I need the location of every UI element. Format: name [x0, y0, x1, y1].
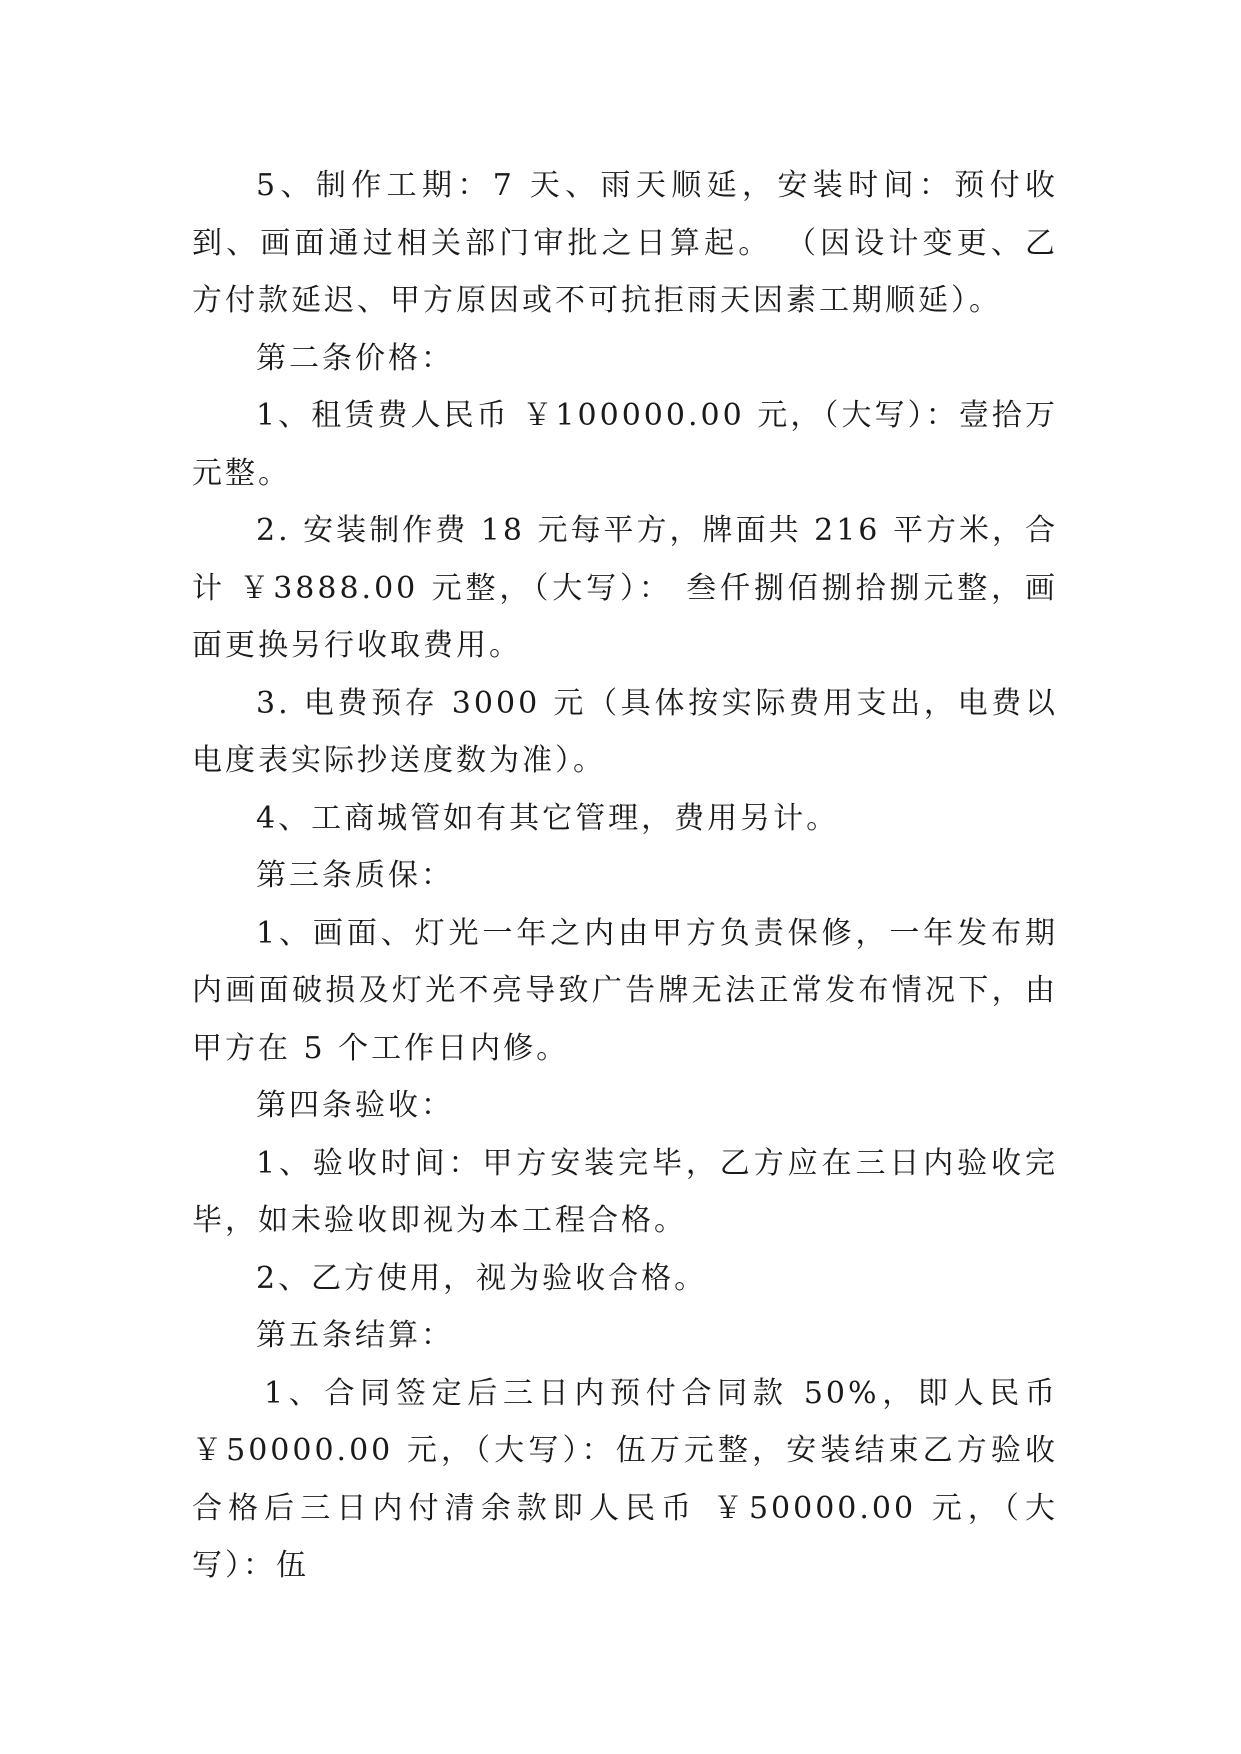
paragraph-rental-fee: 1、租赁费人民币 ￥100000.00 元，（大写）：壹拾万元整。 [192, 398, 1058, 491]
paragraph-construction-period: 5、制作工期：7 天、雨天顺延，安装时间：预付收到、画面通过相关部门审批之日算起。 （因设计变更、乙方付款延迟、甲方原因或不可抗拒雨天因素工期顺延）。 [192, 168, 1058, 318]
section-heading-warranty: 第三条质保： [256, 858, 454, 893]
section-heading-acceptance: 第四条验收： [256, 1088, 454, 1123]
paragraph-other-management-fee: 4、工商城管如有其它管理，费用另计。 [256, 800, 840, 836]
section-heading-settlement: 第五条结算： [256, 1318, 454, 1353]
paragraph-acceptance-time: 1、验收时间：甲方安装完毕，乙方应在三日内验收完毕，如未验收即视为本工程合格。 [192, 1145, 1058, 1238]
paragraph-electricity-fee: 3. 电费预存 3000 元（具体按实际费用支出，电费以电度表实际抄送度数为准）。 [192, 685, 1058, 778]
paragraph-warranty-terms: 1、画面、灯光一年之内由甲方负责保修，一年发布期内画面破损及灯光不亮导致广告牌无法正常发布情况下，由甲方在 5 个工作日内修。 [192, 915, 1058, 1066]
section-heading-price: 第二条价格： [256, 340, 454, 376]
paragraph-installation-fee: 2. 安装制作费 18 元每平方，牌面共 216 平方米，合计 ￥3888.00 元整，（大写）： 叁仟捌佰捌拾捌元整，画面更换另行收取费用。 [192, 513, 1058, 663]
document-body [192, 157, 1058, 1595]
paragraph-acceptance-by-use: 2、乙方使用，视为验收合格。 [256, 1260, 708, 1296]
paragraph-settlement-terms: 1、合同签定后三日内预付合同款 50%，即人民币 ￥50000.00 元，（大写）：伍万元整，安装结束乙方验收合格后三日内付清余款即人民币 ￥50000.00 元，（大写）：伍 [192, 1375, 1058, 1583]
